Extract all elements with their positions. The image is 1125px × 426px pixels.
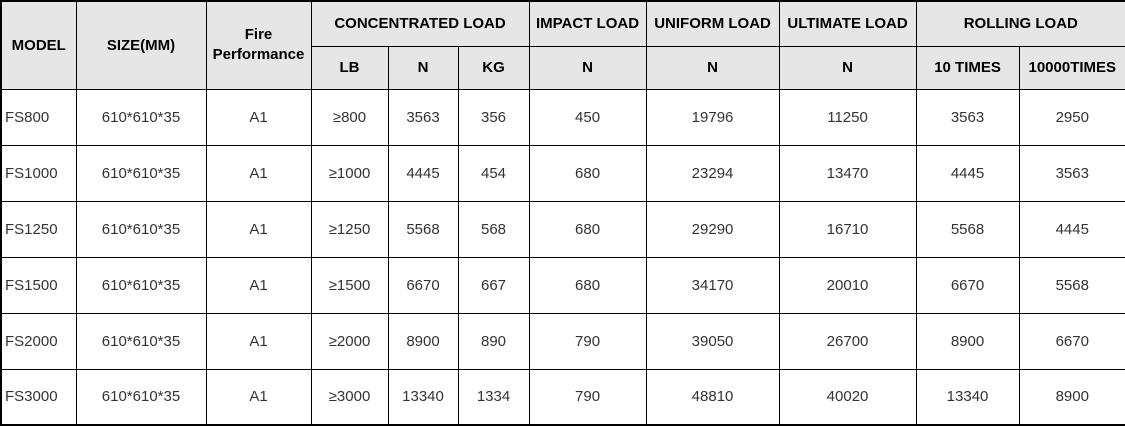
col-header-size: SIZE(MM) — [76, 1, 206, 89]
col-header-lb: LB — [311, 46, 388, 89]
cell-fire-performance: A1 — [206, 145, 311, 201]
cell-concentrated-n: 8900 — [388, 313, 458, 369]
col-header-model: MODEL — [1, 1, 76, 89]
cell-model: FS1250 — [1, 201, 76, 257]
cell-size: 610*610*35 — [76, 313, 206, 369]
cell-uniform-n: 19796 — [646, 89, 779, 145]
cell-rolling-10-times: 6670 — [916, 257, 1019, 313]
col-header-10-times: 10 TIMES — [916, 46, 1019, 89]
cell-size: 610*610*35 — [76, 257, 206, 313]
cell-ultimate-n: 11250 — [779, 89, 916, 145]
cell-model: FS2000 — [1, 313, 76, 369]
table-row — [1, 257, 1125, 313]
cell-concentrated-lb: ≥1500 — [311, 257, 388, 313]
cell-rolling-10000-times: 3563 — [1019, 145, 1125, 201]
table-row — [1, 89, 1125, 145]
cell-rolling-10000-times: 5568 — [1019, 257, 1125, 313]
cell-size: 610*610*35 — [76, 89, 206, 145]
table-row — [1, 369, 1125, 425]
col-header-10000-times: 10000TIMES — [1019, 46, 1125, 89]
cell-concentrated-n: 6670 — [388, 257, 458, 313]
cell-size: 610*610*35 — [76, 201, 206, 257]
cell-rolling-10-times: 3563 — [916, 89, 1019, 145]
cell-ultimate-n: 26700 — [779, 313, 916, 369]
cell-size: 610*610*35 — [76, 145, 206, 201]
cell-fire-performance: A1 — [206, 89, 311, 145]
col-header-impact-n: N — [529, 46, 646, 89]
cell-fire-performance: A1 — [206, 257, 311, 313]
cell-concentrated-n: 13340 — [388, 369, 458, 425]
cell-rolling-10-times: 13340 — [916, 369, 1019, 425]
cell-ultimate-n: 40020 — [779, 369, 916, 425]
table-row — [1, 145, 1125, 201]
cell-impact-n: 450 — [529, 89, 646, 145]
cell-ultimate-n: 20010 — [779, 257, 916, 313]
cell-rolling-10-times: 5568 — [916, 201, 1019, 257]
cell-concentrated-lb: ≥1250 — [311, 201, 388, 257]
cell-ultimate-n: 16710 — [779, 201, 916, 257]
col-header-rolling-load: ROLLING LOAD — [916, 1, 1125, 46]
cell-rolling-10-times: 8900 — [916, 313, 1019, 369]
cell-uniform-n: 39050 — [646, 313, 779, 369]
cell-impact-n: 790 — [529, 313, 646, 369]
col-header-fire-performance: Fire Performance — [206, 1, 311, 89]
cell-ultimate-n: 13470 — [779, 145, 916, 201]
cell-concentrated-n: 3563 — [388, 89, 458, 145]
cell-rolling-10-times: 4445 — [916, 145, 1019, 201]
cell-concentrated-kg: 454 — [458, 145, 529, 201]
cell-model: FS1500 — [1, 257, 76, 313]
cell-concentrated-lb: ≥800 — [311, 89, 388, 145]
cell-concentrated-kg: 568 — [458, 201, 529, 257]
cell-uniform-n: 48810 — [646, 369, 779, 425]
table-body — [1, 89, 1125, 425]
cell-rolling-10000-times: 6670 — [1019, 313, 1125, 369]
cell-fire-performance: A1 — [206, 313, 311, 369]
cell-rolling-10000-times: 8900 — [1019, 369, 1125, 425]
col-header-kg: KG — [458, 46, 529, 89]
col-header-uniform-n: N — [646, 46, 779, 89]
cell-impact-n: 790 — [529, 369, 646, 425]
cell-rolling-10000-times: 2950 — [1019, 89, 1125, 145]
col-header-concentrated-n: N — [388, 46, 458, 89]
table-row — [1, 201, 1125, 257]
cell-impact-n: 680 — [529, 145, 646, 201]
cell-rolling-10000-times: 4445 — [1019, 201, 1125, 257]
col-header-concentrated-load: CONCENTRATED LOAD — [311, 1, 529, 46]
col-header-impact-load: IMPACT LOAD — [529, 1, 646, 46]
cell-size: 610*610*35 — [76, 369, 206, 425]
cell-fire-performance: A1 — [206, 369, 311, 425]
header-row-groups — [1, 1, 1125, 46]
cell-impact-n: 680 — [529, 257, 646, 313]
col-header-ultimate-n: N — [779, 46, 916, 89]
cell-concentrated-kg: 1334 — [458, 369, 529, 425]
cell-impact-n: 680 — [529, 201, 646, 257]
table-row — [1, 313, 1125, 369]
cell-concentrated-lb: ≥2000 — [311, 313, 388, 369]
cell-model: FS3000 — [1, 369, 76, 425]
cell-concentrated-lb: ≥1000 — [311, 145, 388, 201]
cell-fire-performance: A1 — [206, 201, 311, 257]
cell-model: FS1000 — [1, 145, 76, 201]
cell-concentrated-lb: ≥3000 — [311, 369, 388, 425]
cell-concentrated-kg: 890 — [458, 313, 529, 369]
cell-uniform-n: 23294 — [646, 145, 779, 201]
cell-uniform-n: 29290 — [646, 201, 779, 257]
cell-concentrated-kg: 667 — [458, 257, 529, 313]
cell-concentrated-n: 5568 — [388, 201, 458, 257]
cell-uniform-n: 34170 — [646, 257, 779, 313]
cell-concentrated-kg: 356 — [458, 89, 529, 145]
col-header-uniform-load: UNIFORM LOAD — [646, 1, 779, 46]
col-header-ultimate-load: ULTIMATE LOAD — [779, 1, 916, 46]
cell-concentrated-n: 4445 — [388, 145, 458, 201]
cell-model: FS800 — [1, 89, 76, 145]
